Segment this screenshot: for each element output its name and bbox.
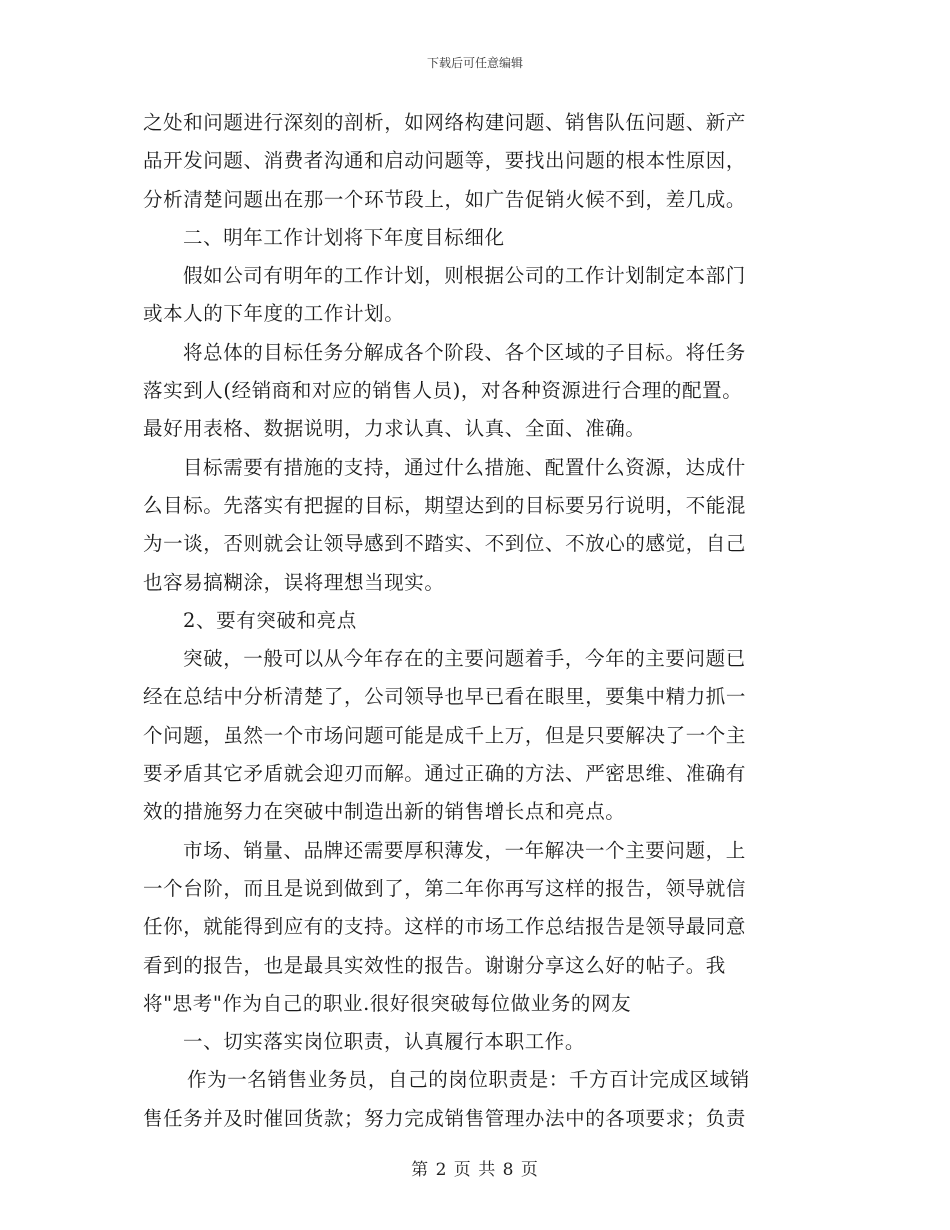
text-line: 一、切实落实岗位职责，认真履行本职工作。	[183, 1030, 586, 1054]
text-line: 或本人的下年度的工作计划。	[143, 302, 405, 326]
text-line: 落实到人(经销商和对应的销售人员)，对各种资源进行合理的配置。	[143, 379, 743, 403]
text-line: 最好用表格、数据说明，力求认真、认真、全面、准确。	[143, 417, 646, 441]
text-line: 要矛盾其它矛盾就会迎刃而解。通过正确的方法、严密思维、准确有	[143, 762, 747, 786]
text-line: 将总体的目标任务分解成各个阶段、各个区域的子目标。将任务	[183, 340, 746, 364]
text-line: 个问题，虽然一个市场问题可能是成千上万，但是只要解决了一个主	[143, 723, 747, 747]
text-line: 突破，一般可以从今年存在的主要问题着手，今年的主要问题已	[183, 647, 746, 671]
text-line: 为一谈，否则就会让领导感到不踏实、不到位、不放心的感觉，自己	[143, 532, 747, 556]
text-line: 分析清楚问题出在那一个环节段上，如广告促销火候不到，差几成。	[143, 187, 747, 211]
text-line: 效的措施努力在突破中制造出新的销售增长点和亮点。	[143, 800, 626, 824]
page-number: 第 2 页 共 8 页	[411, 1160, 539, 1180]
header-note: 下载后可任意编辑	[426, 56, 523, 70]
text-line: 二、明年工作计划将下年度目标细化	[183, 225, 505, 249]
text-line: 也容易搞糊涂，误将理想当现实。	[143, 570, 445, 594]
text-line: 经在总结中分析清楚了，公司领导也早已看在眼里，要集中精力抓一	[143, 685, 747, 709]
text-line: 品开发问题、消费者沟通和启动问题等，要找出问题的根本性原因，	[143, 149, 747, 173]
text-line: 任你，就能得到应有的支持。这样的市场工作总结报告是领导最同意	[143, 915, 747, 939]
text-line: 将"思考"作为自己的职业.很好很突破每位做业务的网友	[143, 991, 632, 1015]
text-line: 之处和问题进行深刻的剖析，如网络构建问题、销售队伍问题、新产	[143, 111, 747, 134]
document-body	[143, 104, 803, 1138]
text-line: 售任务并及时催回货款；努力完成销售管理办法中的各项要求；负责	[143, 1106, 747, 1130]
text-line: 假如公司有明年的工作计划，则根据公司的工作计划制定本部门	[183, 264, 746, 288]
text-line: 一个台阶，而且是说到做到了，第二年你再写这样的报告，领导就信	[143, 876, 747, 900]
text-line: 市场、销量、品牌还需要厚积薄发，一年解决一个主要问题，上	[183, 838, 746, 862]
text-line: 么目标。先落实有把握的目标，期望达到的目标要另行说明，不能混	[143, 493, 747, 517]
text-line: 作为一名销售业务员，自己的岗位职责是：千方百计完成区域销	[187, 1068, 750, 1092]
text-line: 2、要有突破和亮点	[183, 608, 357, 632]
text-line: 目标需要有措施的支持，通过什么措施、配置什么资源，达成什	[183, 455, 746, 479]
text-line: 看到的报告，也是最具实效性的报告。谢谢分享这么好的帖子。我	[143, 953, 726, 977]
